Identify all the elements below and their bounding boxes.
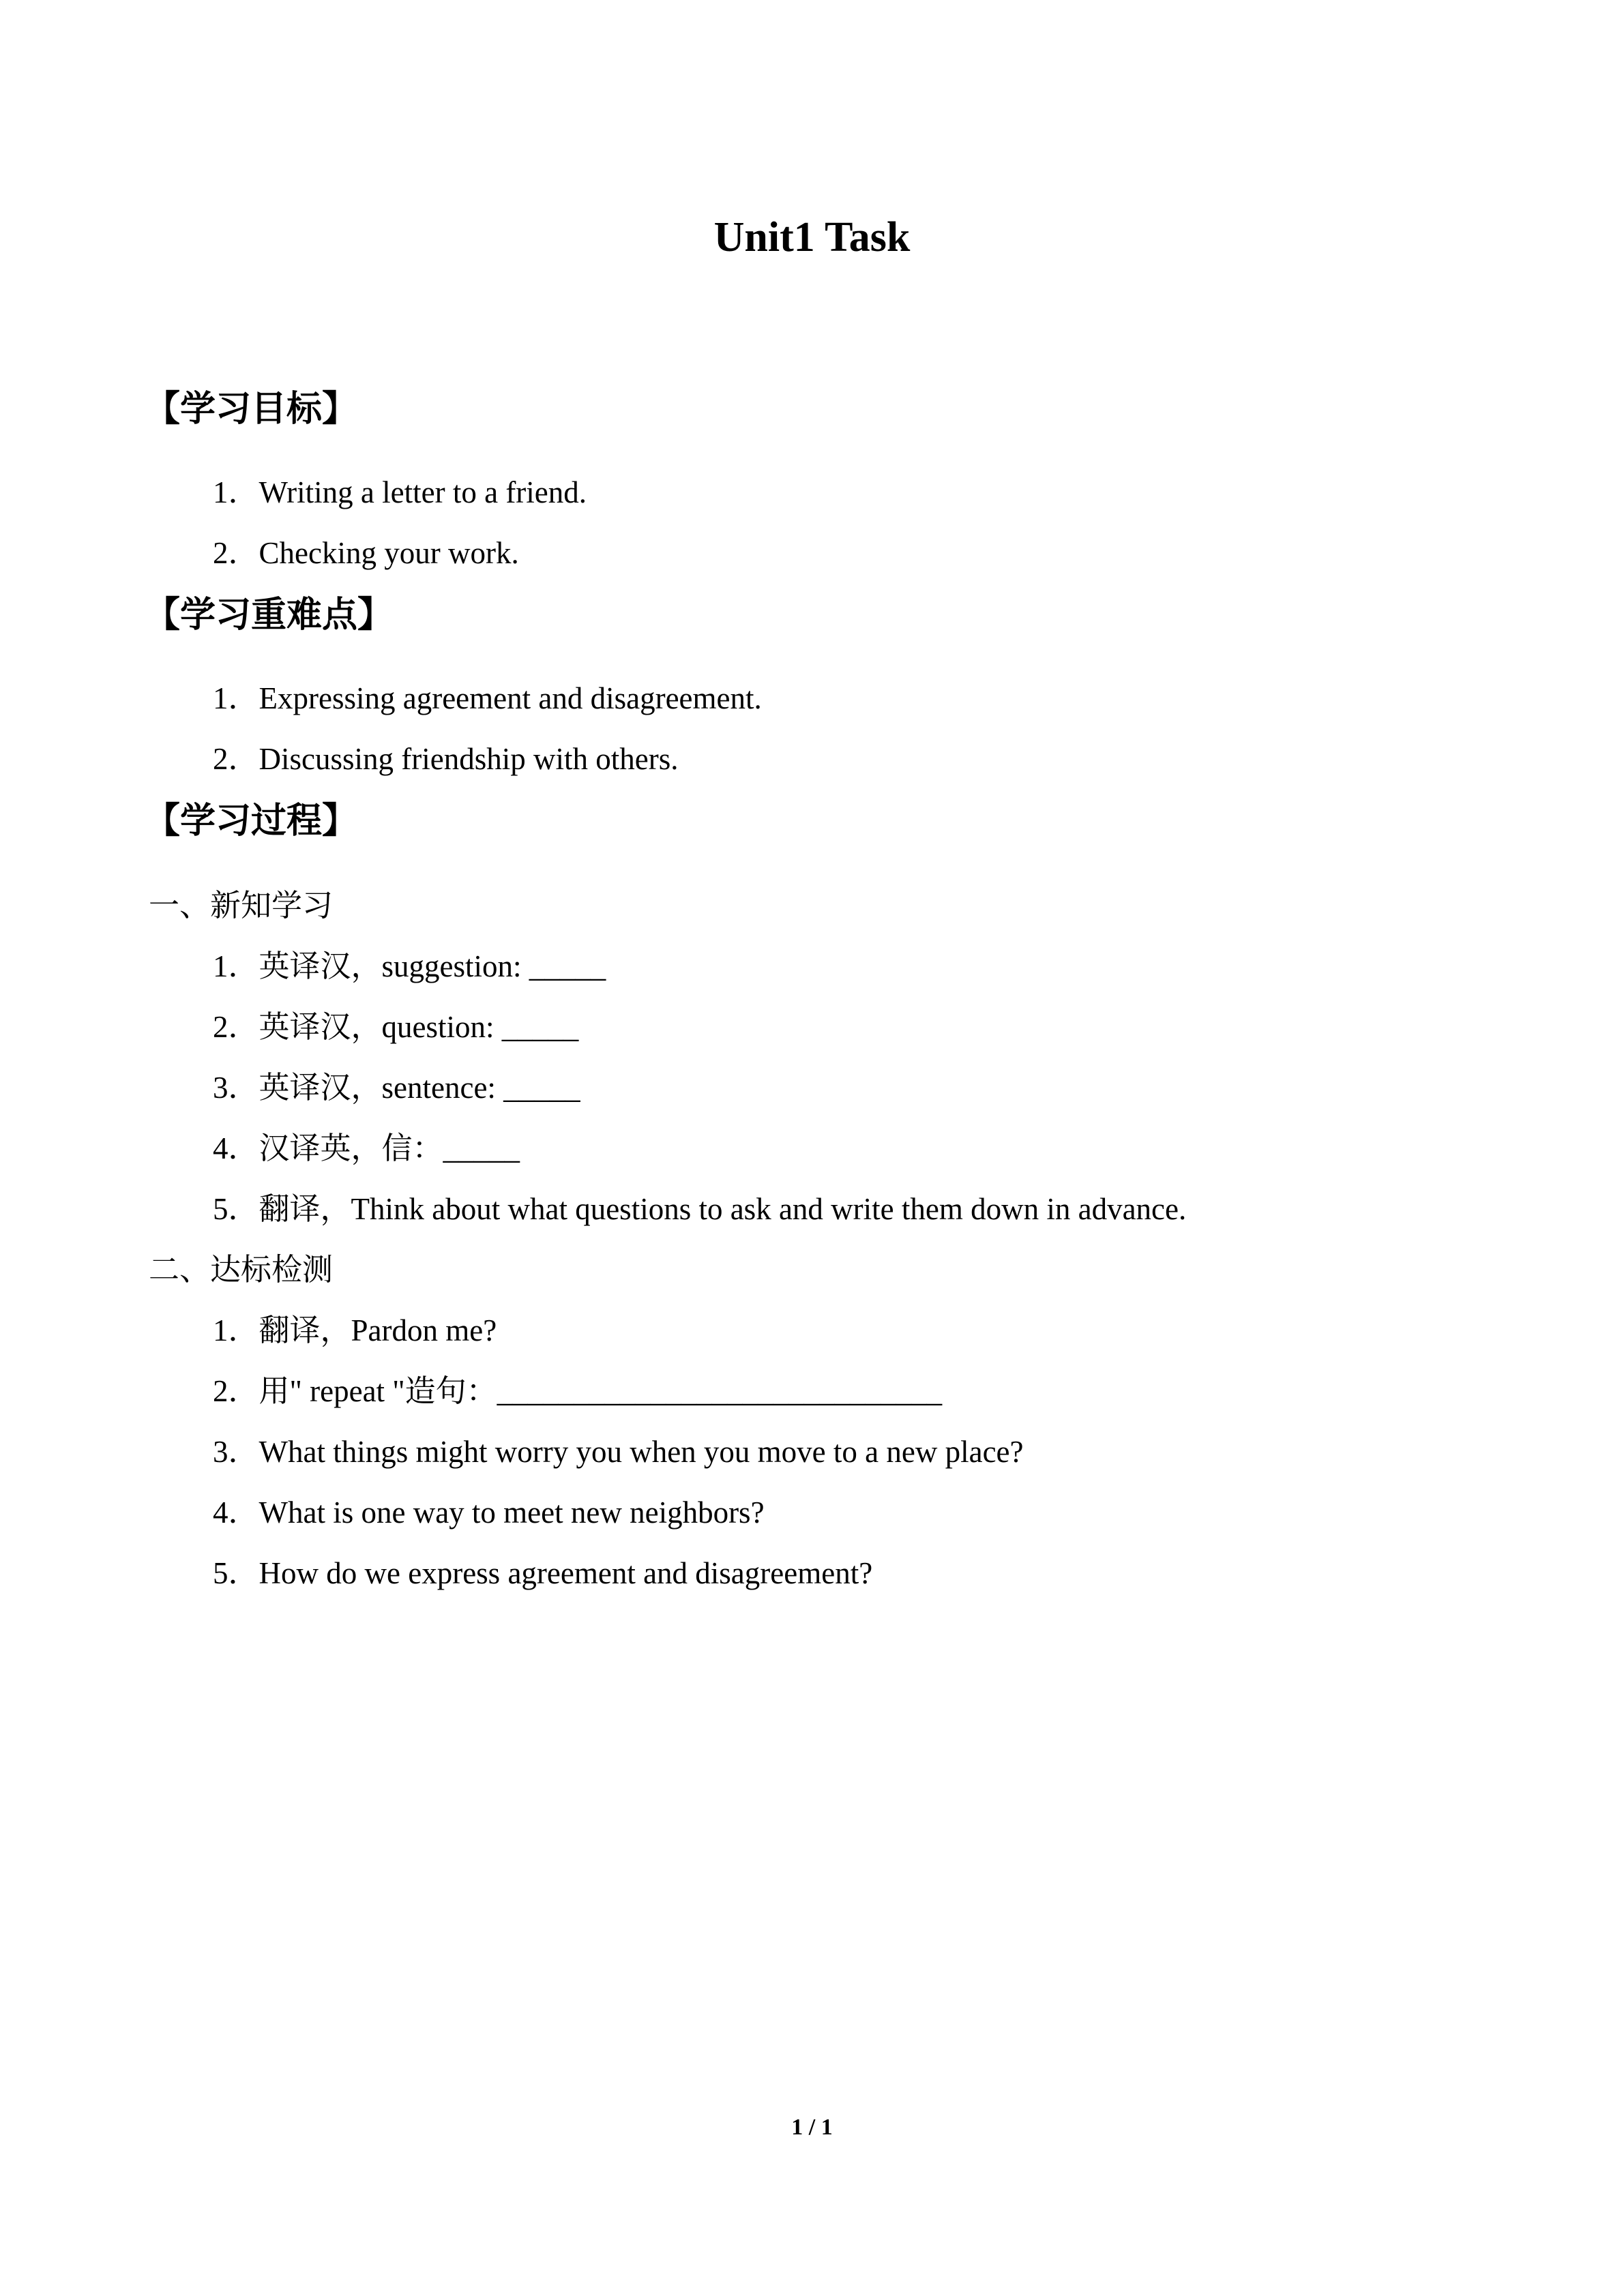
- item-number: 3．: [213, 1435, 259, 1469]
- part1-item-1: [213, 946, 606, 987]
- objective-item-1: [213, 472, 587, 513]
- part1-item-4: [213, 1128, 520, 1169]
- item-text: Checking your work.: [259, 536, 519, 570]
- item-text: Writing a letter to a friend.: [259, 475, 587, 509]
- item-text: 翻译，Think about what questions to ask and write them down in advance.: [259, 1192, 1187, 1226]
- part2-item-1: [213, 1310, 497, 1351]
- item-text: 翻译，Pardon me?: [259, 1313, 497, 1347]
- item-number: 2．: [213, 1010, 259, 1044]
- item-number: 1．: [213, 475, 259, 509]
- item-number: 5．: [213, 1192, 259, 1226]
- item-text: 英译汉，question: _____: [259, 1010, 579, 1044]
- item-text: What things might worry you when you move to a new place?: [259, 1435, 1024, 1469]
- item-number: 1．: [213, 681, 259, 715]
- part1-item-2: [213, 1007, 578, 1047]
- item-number: 1．: [213, 949, 259, 983]
- key-point-item-2: [213, 739, 678, 779]
- item-number: 3．: [213, 1071, 259, 1105]
- key-point-item-1: [213, 678, 762, 719]
- item-text: Discussing friendship with others.: [259, 742, 679, 776]
- part2-item-4: [213, 1492, 765, 1533]
- item-number: 2．: [213, 536, 259, 570]
- item-number: 1．: [213, 1313, 259, 1347]
- part1-item-5: [213, 1189, 1186, 1229]
- item-text: 用" repeat "造句：_____________________________: [259, 1374, 943, 1408]
- item-text: 汉译英，信：_____: [259, 1131, 520, 1165]
- item-number: 2．: [213, 742, 259, 776]
- item-text: 英译汉，sentence: _____: [259, 1071, 580, 1105]
- part2-label: 二、达标检测: [149, 1253, 334, 1287]
- part2-item-2: [213, 1371, 942, 1412]
- item-number: 2．: [213, 1374, 259, 1408]
- objective-item-2: [213, 533, 519, 573]
- process-heading: 【学习过程】: [145, 801, 358, 841]
- item-number: 4．: [213, 1131, 259, 1165]
- key-points-heading: 【学习重难点】: [145, 595, 394, 636]
- item-text: Expressing agreement and disagreement.: [259, 681, 762, 715]
- page-number: 1 / 1: [791, 2115, 833, 2140]
- part2-item-3: [213, 1431, 1024, 1472]
- item-text: 英译汉，suggestion: _____: [259, 949, 606, 983]
- item-text: How do we express agreement and disagreement?: [259, 1556, 873, 1590]
- part2-item-5: [213, 1553, 872, 1594]
- objectives-heading: 【学习目标】: [145, 389, 358, 430]
- item-text: What is one way to meet new neighbors?: [259, 1495, 765, 1530]
- document-title: Unit1 Task: [713, 214, 911, 260]
- item-number: 5．: [213, 1556, 259, 1590]
- part1-label: 一、新知学习: [149, 889, 334, 923]
- part1-item-3: [213, 1067, 580, 1108]
- item-number: 4．: [213, 1495, 259, 1530]
